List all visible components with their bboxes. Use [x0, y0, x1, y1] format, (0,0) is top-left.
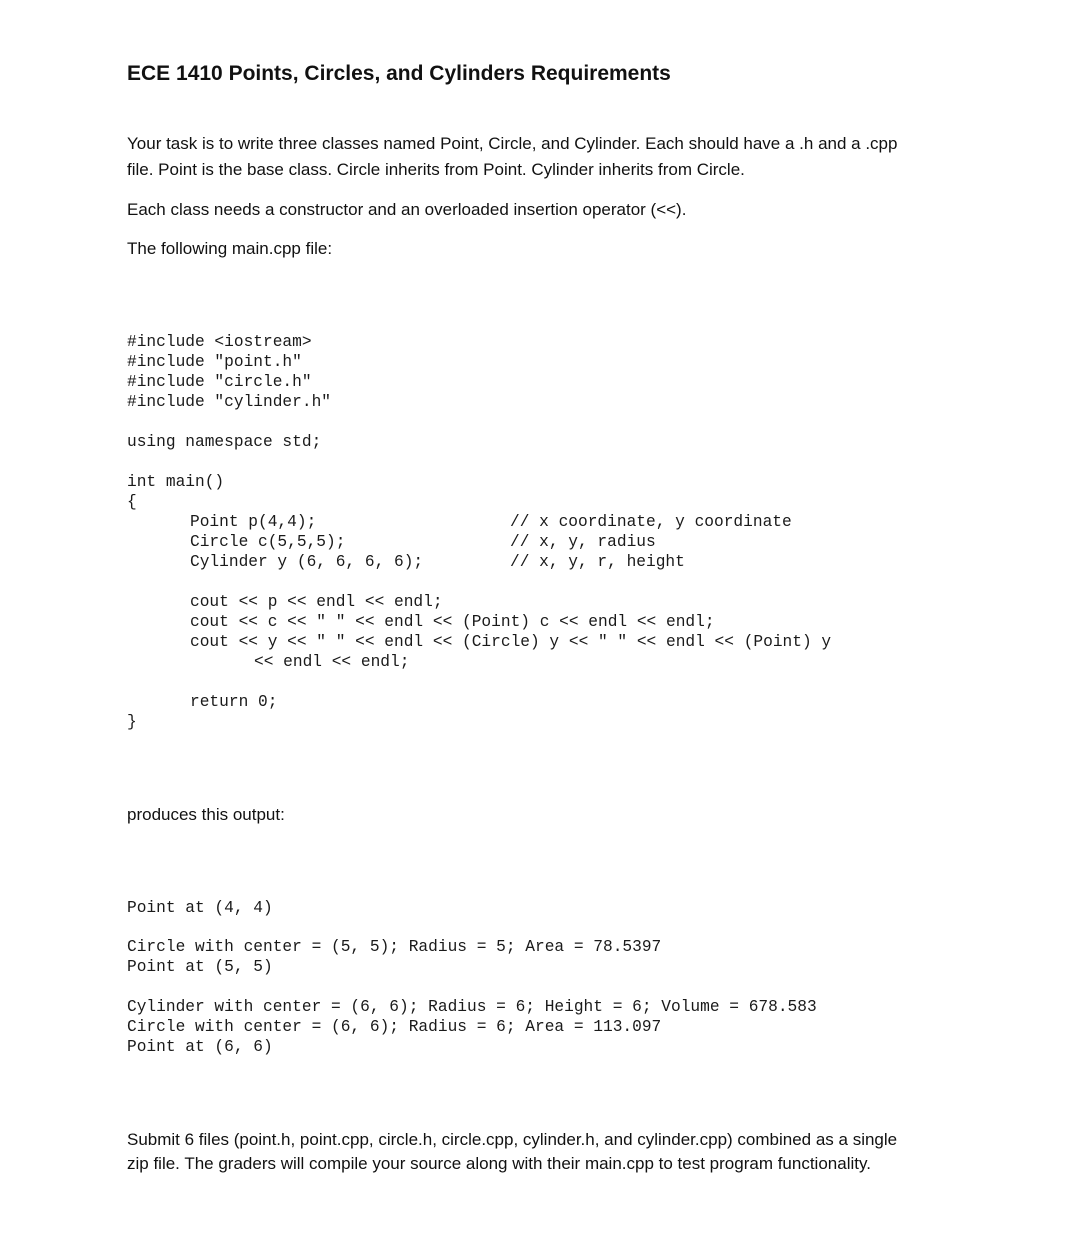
output-circle-line-1: Circle with center = (5, 5); Radius = 5; Area = 78.5397	[127, 938, 662, 956]
output-cylinder-line-1: Cylinder with center = (6, 6); Radius = 6; Height = 6; Volume = 678.583	[127, 998, 817, 1016]
code-close-brace: }	[127, 713, 137, 731]
code-include-cylinder: #include "cylinder.h"	[127, 393, 331, 411]
intro-line-2: file. Point is the base class. Circle inherits from Point. Cylinder inherits from Circle.	[127, 160, 745, 179]
code-cout-cylinder: cout << y << " " << endl << (Circle) y << " " << endl << (Point) y	[190, 633, 832, 651]
submit-line-1: Submit 6 files (point.h, point.cpp, circle.h, circle.cpp, cylinder.h, and cylinder.cpp) combined as a single	[127, 1130, 898, 1149]
code-main-signature: int main()	[127, 473, 225, 491]
code-include-point: #include "point.h"	[127, 353, 302, 371]
constructor-requirement: Each class needs a constructor and an overloaded insertion operator (<<).	[127, 200, 687, 219]
page-title: ECE 1410 Points, Circles, and Cylinders Requirements	[127, 62, 671, 85]
code-return: return 0;	[190, 693, 278, 711]
code-using-namespace: using namespace std;	[127, 433, 322, 451]
code-include-circle: #include "circle.h"	[127, 373, 312, 391]
intro-line-1: Your task is to write three classes named Point, Circle, and Cylinder. Each should have a .h and a .cpp	[127, 134, 898, 153]
output-block	[0, 880, 1080, 1070]
code-decl-circle: Circle c(5,5,5);	[190, 533, 346, 551]
code-decl-cylinder: Cylinder y (6, 6, 6, 6);	[190, 553, 424, 571]
code-cout-point: cout << p << endl << endl;	[190, 593, 443, 611]
code-comment-cylinder: // x, y, r, height	[510, 553, 685, 571]
output-circle-line-2: Point at (5, 5)	[127, 958, 273, 976]
code-open-brace: {	[127, 493, 137, 511]
output-cylinder-line-3: Point at (6, 6)	[127, 1038, 273, 1056]
code-cout-circle: cout << c << " " << endl << (Point) c << endl << endl;	[190, 613, 715, 631]
output-intro: produces this output:	[127, 805, 285, 824]
submit-line-2: zip file. The graders will compile your source along with their main.cpp to test program functionality.	[127, 1154, 871, 1173]
output-point-line: Point at (4, 4)	[127, 899, 273, 917]
code-cout-cylinder-continuation: << endl << endl;	[254, 653, 410, 671]
output-cylinder-line-2: Circle with center = (6, 6); Radius = 6; Area = 113.097	[127, 1018, 662, 1036]
main-cpp-intro: The following main.cpp file:	[127, 239, 333, 258]
code-comment-point: // x coordinate, y coordinate	[510, 513, 792, 531]
code-include-iostream: #include <iostream>	[127, 333, 312, 351]
submit-instructions	[127, 1128, 957, 1176]
code-comment-circle: // x, y, radius	[510, 533, 656, 551]
code-decl-point: Point p(4,4);	[190, 513, 317, 531]
